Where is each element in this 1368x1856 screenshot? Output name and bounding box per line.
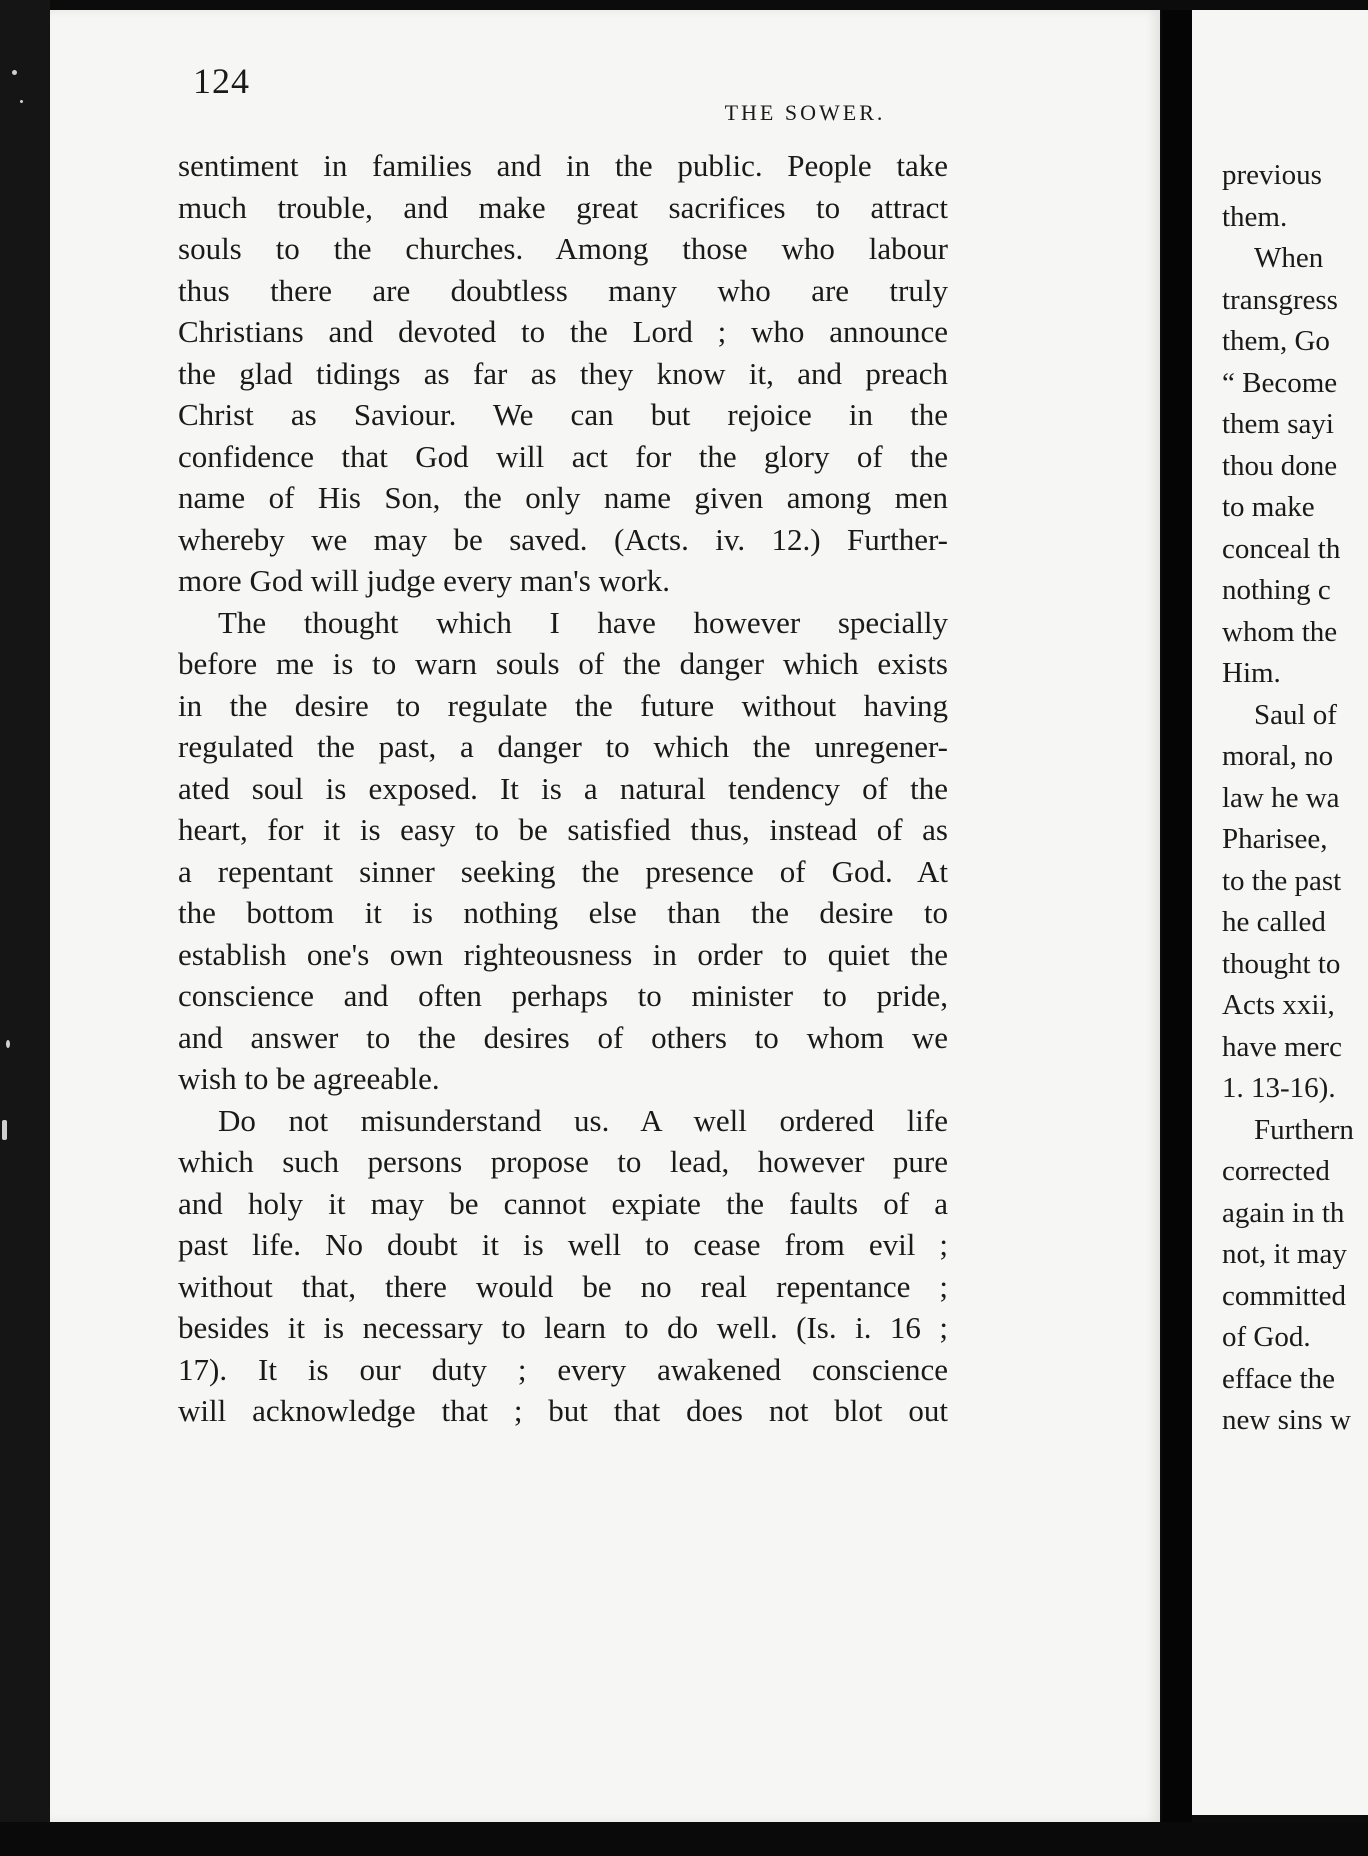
text-line: sentiment in families and in the public. People take — [178, 148, 948, 183]
text-line: and holy it may be cannot expiate the faults of a — [178, 1185, 948, 1221]
text-line: not, it may — [1222, 1238, 1347, 1270]
text-line: past life. No doubt it is well to cease from evil ; — [178, 1227, 948, 1262]
text-line: When — [1254, 242, 1324, 274]
right-page — [1192, 10, 1368, 1815]
text-line: conceal th — [1222, 532, 1341, 565]
scan-margin-bottom — [0, 1822, 1368, 1856]
text-line: will acknowledge that ; but that does not blot out — [178, 1393, 948, 1428]
page-number: 124 — [193, 61, 250, 101]
dust-speck — [6, 1040, 10, 1048]
running-head — [0, 100, 1320, 126]
text-line: them sayi — [1222, 408, 1334, 440]
text-line: previous — [1222, 159, 1322, 191]
text-line: 17). It is our duty ; every awakened conscience — [178, 1351, 948, 1387]
text-line: besides it is necessary to learn to do well. (Is. i. 16 ; — [178, 1310, 948, 1345]
text-line: them, Go — [1222, 325, 1330, 357]
text-line: which such persons propose to lead, however pure — [178, 1144, 948, 1179]
text-line: heart, for it is easy to be satisfied thus, instead of as — [178, 812, 948, 847]
dust-speck — [12, 70, 17, 75]
text-line: of God. — [1222, 1321, 1311, 1353]
text-line: The thought which I have however specially — [218, 604, 948, 640]
text-line: 1. 13-16). — [1222, 1072, 1336, 1104]
text-line: he called — [1222, 906, 1326, 938]
text-line: Furthern — [1254, 1113, 1354, 1146]
text-line: Pharisee, — [1222, 823, 1328, 855]
text-line: in the desire to regulate the future without having — [178, 687, 948, 723]
text-line: the bottom it is nothing else than the desire to — [178, 895, 948, 930]
scan-margin-left — [0, 0, 50, 1856]
text-line: nothing c — [1222, 574, 1331, 606]
text-line: Acts xxii, — [1222, 989, 1335, 1021]
text-line: before me is to warn souls of the danger which exists — [178, 646, 948, 681]
text-line: wish to be agreeable. — [178, 1061, 440, 1096]
dust-speck — [2, 1120, 7, 1140]
text-line: to the past — [1222, 864, 1342, 897]
text-line: committed — [1222, 1279, 1347, 1312]
text-line: the glad tidings as far as they know it, and preach — [178, 355, 948, 391]
text-line: much trouble, and make great sacrifices to attract — [178, 189, 948, 225]
text-line: ated soul is exposed. It is a natural tendency of the — [178, 770, 948, 806]
text-line: conscience and often perhaps to minister to pride, — [178, 978, 948, 1013]
text-line: them. — [1222, 200, 1288, 233]
text-line: efface the — [1222, 1362, 1335, 1395]
text-line: law he wa — [1222, 781, 1340, 814]
text-line: and answer to the desires of others to whom we — [178, 1019, 948, 1055]
running-head-title: THE SOWER. — [724, 100, 886, 125]
text-line: whom the — [1222, 615, 1338, 648]
text-line: thou done — [1222, 449, 1338, 482]
text-line: to make — [1222, 491, 1315, 523]
text-line: “ Become — [1222, 366, 1338, 399]
text-line: thus there are doubtless many who are truly — [178, 272, 948, 308]
text-line: without that, there would be no real repentance ; — [178, 1268, 948, 1304]
text-line: thought to — [1222, 947, 1341, 980]
text-line: Christians and devoted to the Lord ; who announce — [178, 314, 948, 349]
text-line: moral, no — [1222, 740, 1334, 772]
left-page-body-text — [178, 145, 948, 1432]
text-line: a repentant sinner seeking the presence of God. At — [178, 853, 948, 889]
text-line: Him. — [1222, 657, 1281, 689]
text-line: name of His Son, the only name given among men — [178, 480, 948, 515]
text-line: again in th — [1222, 1196, 1345, 1229]
text-line: new sins w — [1222, 1404, 1351, 1436]
right-page-body-text — [1222, 155, 1368, 1442]
text-line: confidence that God will act for the glory of the — [178, 438, 948, 474]
text-line: souls to the churches. Among those who labour — [178, 231, 948, 266]
text-line: more God will judge every man's work. — [178, 563, 671, 598]
text-line: establish one's own righteousness in order to quiet the — [178, 936, 948, 972]
book-gutter — [1162, 10, 1192, 1830]
text-line: have merc — [1222, 1030, 1342, 1063]
text-line: transgress — [1222, 283, 1338, 316]
text-line: Christ as Saviour. We can but rejoice in the — [178, 397, 948, 432]
text-line: whereby we may be saved. (Acts. iv. 12.) Further- — [178, 521, 948, 557]
text-line: Do not misunderstand us. A well ordered life — [218, 1102, 948, 1138]
text-line: Saul of — [1254, 698, 1337, 731]
text-line: regulated the past, a danger to which the unregener- — [178, 729, 948, 764]
text-line: corrected — [1222, 1155, 1330, 1187]
